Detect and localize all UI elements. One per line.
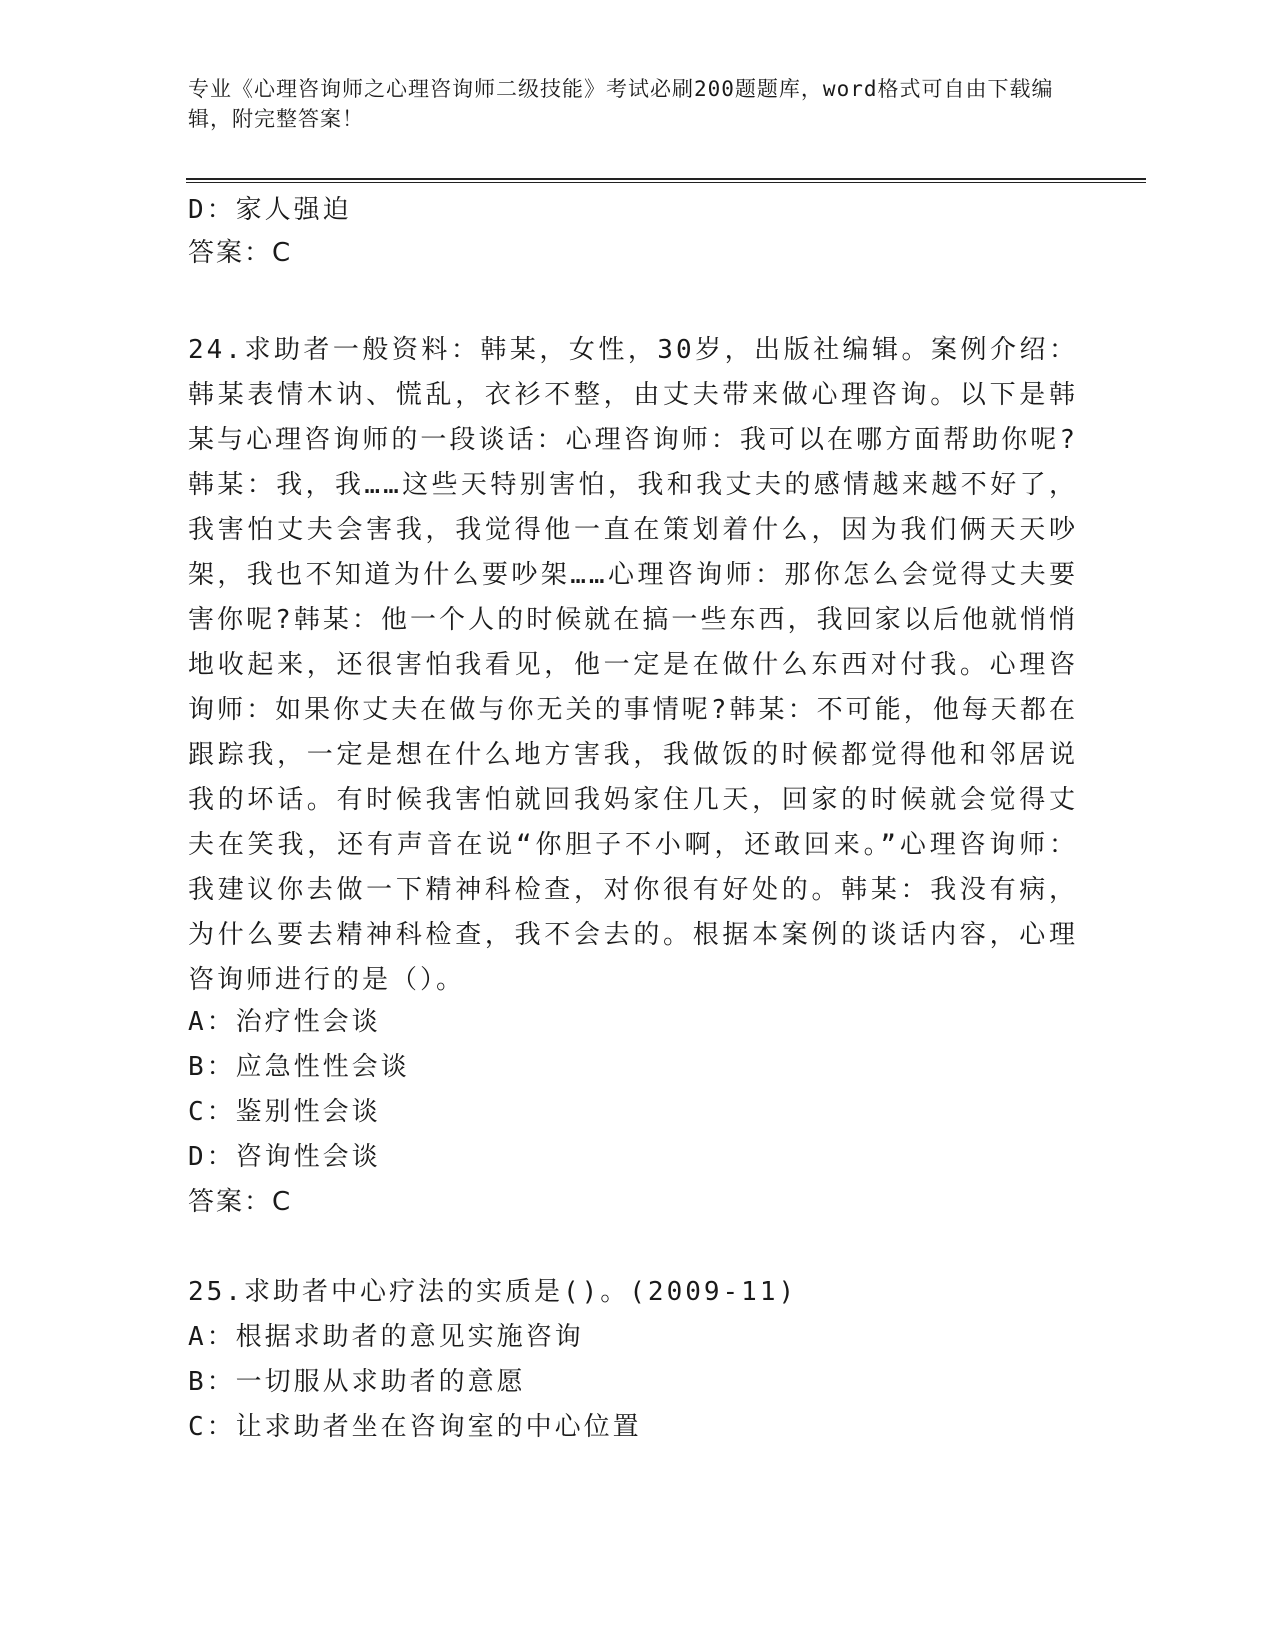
- header-rule-thin: [186, 182, 1146, 183]
- q24-option-c: C：鉴别性会谈: [188, 1097, 381, 1127]
- prev-option-d: D：家人强迫: [188, 195, 352, 225]
- prev-answer: 答案：C: [188, 238, 293, 268]
- q25-option-b: B：一切服从求助者的意愿: [188, 1367, 526, 1397]
- q24-option-a: A：治疗性会谈: [188, 1007, 381, 1037]
- q24-option-b: B：应急性性会谈: [188, 1052, 410, 1082]
- question-25-stem: 25.求助者中心疗法的实质是()。(2009-11): [188, 1277, 798, 1307]
- q24-answer: 答案：C: [188, 1187, 293, 1217]
- q25-option-a: A：根据求助者的意见实施咨询: [188, 1322, 584, 1352]
- q24-option-d: D：咨询性会谈: [188, 1142, 381, 1172]
- header-rule-thick: [186, 178, 1146, 180]
- document-header: 专业《心理咨询师之心理咨询师二级技能》考试必刷200题题库，word格式可自由下载编辑，附完整答案！: [188, 77, 1054, 131]
- q25-option-c: C：让求助者坐在咨询室的中心位置: [188, 1412, 642, 1442]
- question-24-stem: 24.求助者一般资料：韩某，女性，30岁，出版社编辑。案例介绍：韩某表情木讷、慌乱，衣衫不整，由丈夫带来做心理咨询。以下是韩某与心理咨询师的一段谈话：心理咨询师：我可以在哪方面帮助你呢?韩某：我，我……这些天特别害怕，我和我丈夫的感情越来越不好了，我害怕丈夫会害我，我觉得他一直在策划着什么，因为我们俩天天吵架，我也不知道为什么要吵架……心理咨询师：那你怎么会觉得丈夫要害你呢?韩某：他一个人的时候就在搞一些东西，我回家以后他就悄悄地收起来，还很害怕我看见，他一定是在做什么东西对付我。心理咨询师：如果你丈夫在做与你无关的事情呢?韩某：不可能，他每天都在跟踪我，一定是想在什么地方害我，我做饭的时候都觉得他和邻居说我的坏话。有时候我害怕就回我妈家住几天，回家的时候就会觉得丈夫在笑我，还有声音在说“你胆子不小啊，还敢回来。”心理咨询师：我建议你去做一下精神科检查，对你很有好处的。韩某：我没有病，为什么要去精神科检查，我不会去的。根据本案例的谈话内容，心理咨询师进行的是（）。: [188, 335, 1078, 995]
